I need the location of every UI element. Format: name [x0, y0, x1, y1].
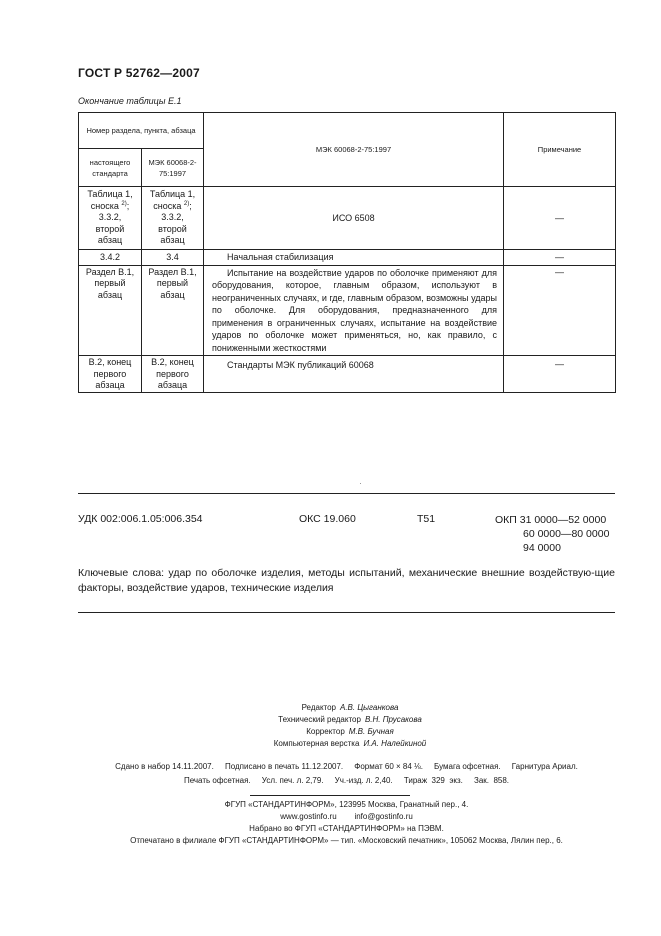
table-row: [79, 356, 616, 393]
publisher-line-3: Набрано во ФГУП «СТАНДАРТИНФОРМ» на ПЭВМ.: [249, 824, 444, 833]
credit-layout: Компьютерная верстка И.А. Налейкиной: [273, 739, 427, 748]
print-info-line-1: Сдано в набор 14.11.2007. Подписано в печать 11.12.2007. Формат 60 × 84 ⅛. Бумага офсетная. Гарнитура Ариал.: [115, 762, 578, 771]
cell-this-ref: Таблица 1, сноска $^{2)}$; 3.3.2, второй абзац: [79, 187, 142, 250]
cell-note: —: [504, 187, 616, 250]
cell-text: Стандарты МЭК публикаций 60068: [204, 356, 504, 393]
okp-line: ОКП 31 0000—52 0000: [495, 514, 607, 526]
table-row: [79, 265, 616, 356]
separator-top: [78, 493, 615, 494]
udc-code: УДК 002:006.1.05:006.354: [78, 513, 203, 525]
document-title: ГОСТ Р 52762—2007: [78, 66, 200, 80]
header-iec-text: МЭК 60068-2-75:1997: [204, 113, 504, 187]
cell-text: Испытание на воздействие ударов по оболочке применяют для оборудования, которое, главным образом, используют в неограниченных случаях, и где, главным образом, возможны удары по оболочке. Для оборудования, предназначенного для применения в ограниченных случаях, испытание на воздействие ударов по оболочке может применяться, но, как правило, с пониженными жесткостями: [204, 265, 504, 356]
cell-this-ref: 3.4.2: [79, 250, 142, 266]
publisher-line-1: ФГУП «СТАНДАРТИНФОРМ», 123995 Москва, Гранатный пер., 4.: [224, 800, 469, 809]
header-iec-standard: МЭК 60068-2-75:1997: [142, 149, 204, 187]
cell-text: Начальная стабилизация: [204, 250, 504, 266]
cell-this-ref: В.2, конец первого абзаца: [79, 356, 142, 393]
publisher-contacts: [78, 811, 615, 823]
cell-note: —: [504, 265, 616, 356]
cell-iec-ref: Таблица 1, сноска $^{2)}$; 3.3.2, второй абзац: [142, 187, 204, 250]
credit-editor: Редактор А.В. Цыганкова: [301, 703, 399, 712]
oks-code: ОКС 19.060: [299, 513, 356, 525]
credits: [150, 702, 550, 750]
t-code: Т51: [417, 513, 436, 525]
speck: [360, 483, 361, 484]
cell-note: —: [504, 250, 616, 266]
cell-this-ref: Раздел В.1, первый абзац: [79, 265, 142, 356]
okp-line: 94 0000: [523, 542, 561, 554]
separator-short: [250, 795, 410, 796]
header-this-standard: настоящего стандарта: [79, 149, 142, 187]
separator-bottom: [78, 612, 615, 613]
keywords: Ключевые слова: удар по оболочке изделия, методы испытаний, механические внешние воздействую-щие факторы, воздействие ударов, технические изделия: [78, 567, 615, 594]
okp-line: 60 0000—80 0000: [523, 528, 610, 540]
header-note: Примечание: [504, 113, 616, 187]
credit-tech-editor: Технический редактор В.Н. Прусакова: [278, 715, 422, 724]
cell-text: ИСО 6508: [204, 187, 504, 250]
cell-note: —: [504, 356, 616, 393]
table-row: [79, 250, 616, 266]
publisher-web[interactable]: www.gostinfo.ru: [280, 812, 337, 821]
publisher-line-4: Отпечатано в филиале ФГУП «СТАНДАРТИНФОРМ» — тип. «Московский печатник», 105062 Москва, Лялин пер., 6.: [130, 836, 563, 845]
correspondence-table: [78, 112, 616, 393]
cell-iec-ref: В.2, конец первого абзаца: [142, 356, 204, 393]
cell-iec-ref: 3.4: [142, 250, 204, 266]
credit-corrector: Корректор М.В. Бучная: [306, 727, 394, 736]
table-caption: Окончание таблицы Е.1: [78, 96, 182, 106]
header-section-group: Номер раздела, пункта, абзаца: [79, 113, 204, 149]
publisher-email[interactable]: info@gostinfo.ru: [354, 812, 413, 821]
table-row: [79, 187, 616, 250]
okp-codes: [495, 513, 609, 555]
print-info-line-2: Печать офсетная. Усл. печ. л. 2,79. Уч.-изд. л. 2,40. Тираж 329 экз. Зак. 858.: [183, 776, 510, 785]
cell-iec-ref: Раздел В.1, первый абзац: [142, 265, 204, 356]
